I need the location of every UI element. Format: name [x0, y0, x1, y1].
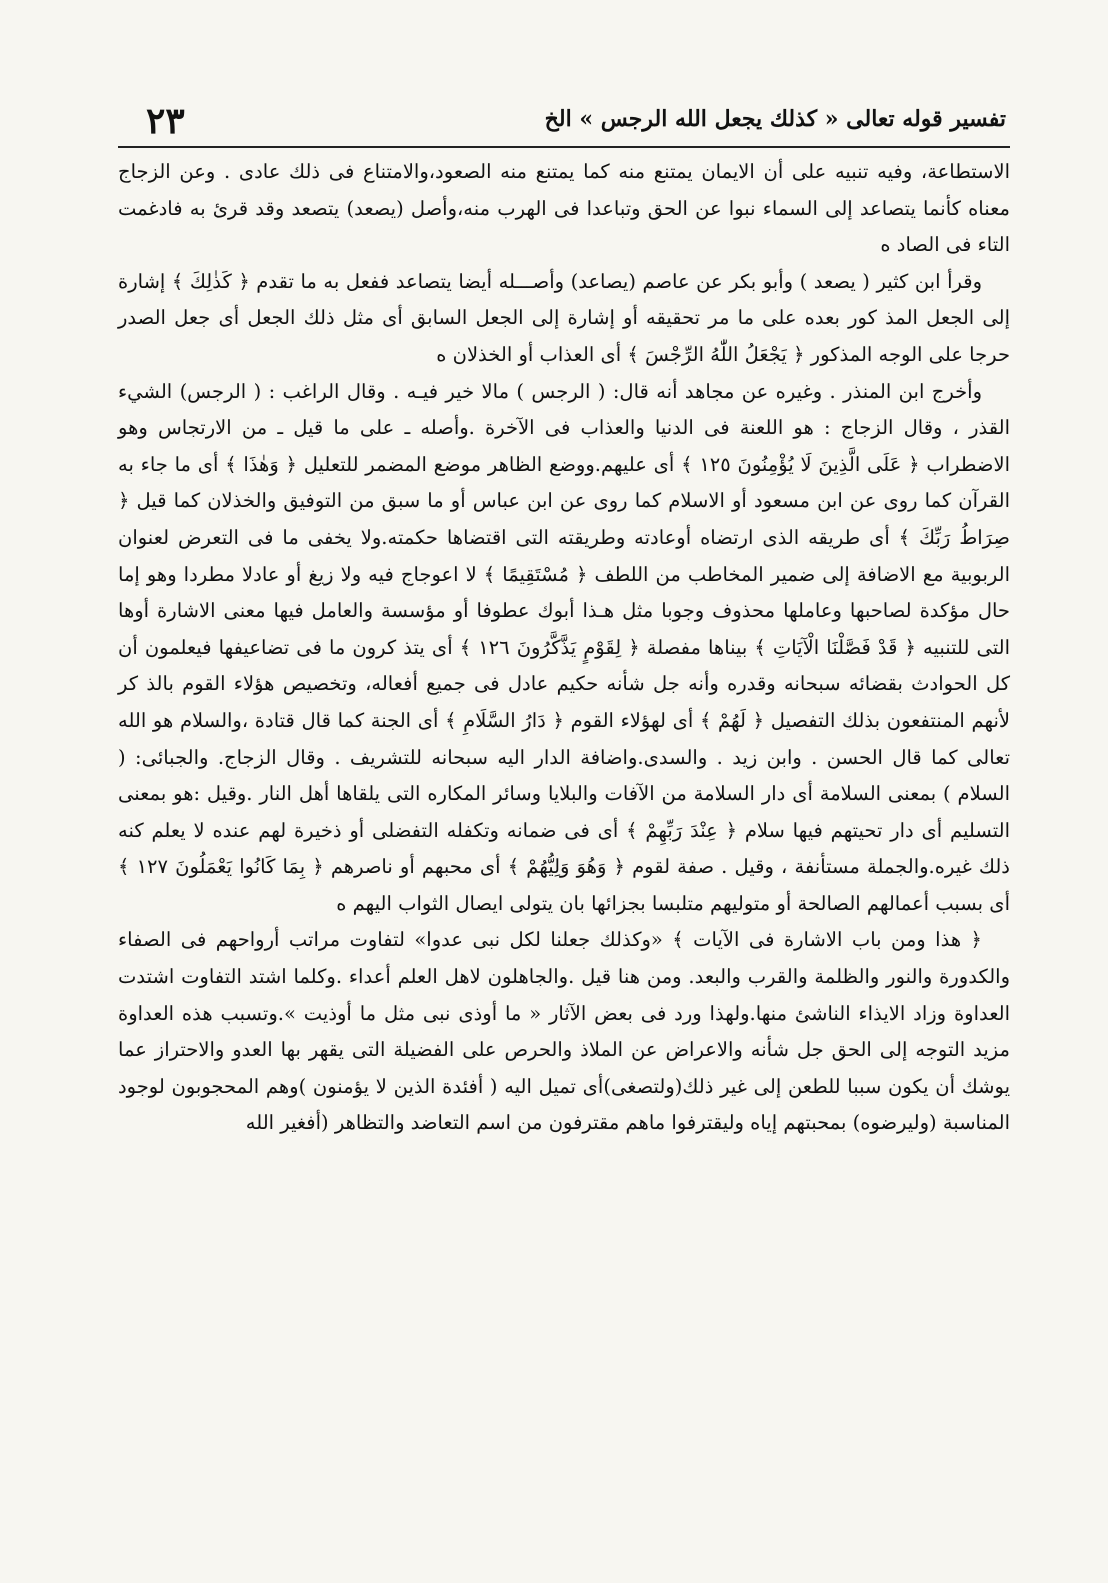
paragraph: ﴿ هذا ومن باب الاشارة فى الآيات ﴾ «وكذلك جعلنا لكل نبى عدوا» لتفاوت مراتب أرواحهم فى الصفاء والكدورة والنور والظلمة والقرب والبعد. ومن هنا قيل .والجاهلون لاهل العلم أعداء .وكلما اشتد التفاوت اشتدت العداوة وزاد الايذاء الناشئ منها.ولهذا ورد فى بعض الآثار « ما أوذى نبى مثل ما أوذيت ».وتسبب هذه العداوة مزيد التوجه إلى الحق جل شأنه والاعراض عن الملاذ والحرص على الفضيلة التى يقهر بها العدو والاحتراز عما يوشك أن يكون سببا للطعن إلى غير ذلك(ولتصغى)أى تميل اليه ( أفئدة الذين لا يؤمنون )وهم المحجوبون لوجود المناسبة (وليرضوه) بمحبتهم إياه وليقترفوا ماهم مقترفون من اسم التعاضد والتظاهر (أفغير الله [118, 928, 1011, 1135]
paragraph: وقرأ ابن كثير ( يصعد ) وأبو بكر عن عاصم (يصاعد) وأصـــله أيضا يتصاعد ففعل به ما تقدم ﴿ كَذٰلِكَ ﴾ إشارة إلى الجعل المذ كور بعده على ما مر تحقيقه أو إشارة إلى الجعل السابق أى مثل ذلك الجعل أى جعل الصدر حرجا على الوجه المذكور ﴿ يَجْعَلُ اللّٰهُ الرِّجْسَ ﴾ أى العذاب أو الخذلان ه [118, 269, 1010, 366]
page-body [118, 154, 1010, 1142]
page-header [118, 100, 1010, 148]
page-number: ٢٣ [146, 100, 185, 142]
paragraph: وأخرج ابن المنذر . وغيره عن مجاهد أنه قال: ( الرجس ) مالا خير فيـه . وقال الراغب : ( الرجس) الشيء القذر ، وقال الزجاج : هو اللعنة فى الدنيا والعذاب فى الآخرة .وأصله ـ على ما قيل ـ من الارتجاس وهو الاضطراب ﴿ عَلَى الَّذِينَ لَا يُؤْمِنُونَ ١٢٥ ﴾ أى عليهم.ووضع الظاهر موضع المضمر للتعليل ﴿ وَهٰذَا ﴾ أى ما جاء به القرآن كما روى عن ابن مسعود أو الاسلام كما روى عن ابن عباس أو ما سبق من التوفيق والخذلان كما قيل ﴿ صِرَاطُ رَبِّكَ ﴾ أى طريقه الذى ارتضاه أوعادته وطريقته التى اقتضاها حكمته.ولا يخفى ما فى التعرض لعنوان الربوبية مع الاضافة إلى ضمير المخاطب من اللطف ﴿ مُسْتَقِيمًا ﴾ لا اعوجاج فيه ولا زيغ أو عادلا مطردا وهو إما حال مؤكدة لصاحبها وعاملها محذوف وجوبا مثل هـذا أبوك عطوفا أو مؤسسة والعامل فيها معنى الاشارة أوها التى للتنبيه ﴿ قَدْ فَصَّلْنَا الْآيَاتِ ﴾ بيناها مفصلة ﴿ لِقَوْمٍ يَذَّكَّرُونَ ١٢٦ ﴾ أى يتذ كرون ما فى تضاعيفها فيعلمون أن كل الحوادث بقضائه سبحانه وقدره وأنه جل شأنه حكيم عادل فى جميع أفعاله، وتخصيص هؤلاء القوم بالذ كر لأنهم المنتفعون بذلك التفصيل ﴿ لَهُمْ ﴾ أى لهؤلاء القوم ﴿ دَارُ السَّلَامِ ﴾ أى الجنة كما قال قتادة ،والسلام هو الله تعالى كما قال الحسن . وابن زيد . والسدى.واضافة الدار اليه سبحانه للتشريف . وقال الزجاج. والجبائى: ( السلام ) بمعنى السلامة أى دار السلامة من الآفات والبلايا وسائر المكاره التى يلقاها أهل النار .وقيل :هو بمعنى التسليم أى دار تحيتهم فيها سلام ﴿ عِنْدَ رَبِّهِمْ ﴾ أى فى ضمانه وتكفله التفضلى أو ذخيرة لهم عنده لا يعلم كنه ذلك غيره.والجملة مستأنفة ، وقيل . صفة لقوم ﴿ وَهُوَ وَلِيُّهُمْ ﴾ أى محبهم أو ناصرهم ﴿ بِمَا كَانُوا يَعْمَلُونَ ١٢٧ ﴾ أى بسبب أعمالهم الصالحة أو متوليهم متلبسا بجزائها بان يتولى ايصال الثواب اليهم ه [118, 379, 1010, 915]
running-title: تفسير قوله تعالى « كذلك يجعل الله الرجس » الخ [544, 106, 1006, 132]
paragraph: الاستطاعة، وفيه تنبيه على أن الايمان يمتنع منه كما يمتنع منه الصعود،والامتناع فى ذلك عادى . وعن الزجاج معناه كأنما يتصاعد إلى السماء نبوا عن الحق وتباعدا فى الهرب منه،وأصل (يصعد) يتصعد وقد قرئ به فادغمت التاء فى الصاد ه [118, 160, 1010, 257]
